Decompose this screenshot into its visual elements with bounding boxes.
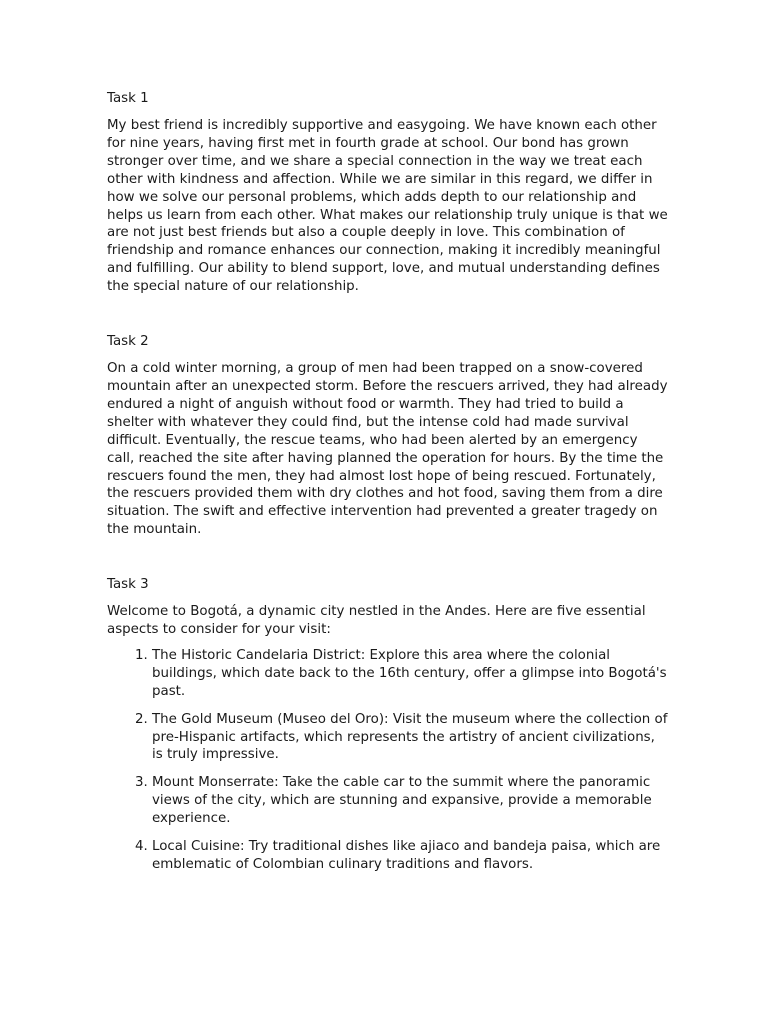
- task-2-section: [107, 332, 668, 539]
- task-1-heading: Task 1: [107, 91, 149, 106]
- list-item: 4. Local Cuisine: Try traditional dishes like ajiaco and bandeja paisa, which are emblematic of Colombian culinary traditions and flavors.: [152, 838, 668, 874]
- task-2-heading: Task 2: [107, 334, 149, 350]
- task-1-section: [107, 89, 668, 296]
- bogota-tips-list: [107, 647, 668, 874]
- task-2-paragraph: On a cold winter morning, a group of men had been trapped on a snow-covered mountain after an unexpected storm. Before the rescuers arrived, they had already endured a night of anguish without food or warmth. They had tried to build a shelter with whatever they could find, but the intense cold had made survival difficult. Eventually, the rescue teams, who had been alerted by an emergency call, reached the site after having planned the operation for hours. By the time the rescuers found the men, they had almost lost hope of being rescued. Fortunately, the rescuers provided them with dry clothes and hot food, saving them from a dire situation. The swift and effective intervention had prevented a greater tragedy on the mountain.: [107, 361, 668, 538]
- list-item: 1. The Historic Candelaria District: Explore this area where the colonial buildings, which date back to the 16th century, offer a glimpse into Bogotá's past.: [152, 647, 668, 701]
- list-item: 2. The Gold Museum (Museo del Oro): Visit the museum where the collection of pre-Hispanic artifacts, which represents the artistry of ancient civilizations, is truly impressive.: [152, 711, 668, 765]
- task-3-section: [107, 575, 668, 874]
- task-1-paragraph: My best friend is incredibly supportive and easygoing. We have known each other for nine years, having first met in fourth grade at school. Our bond has grown stronger over time, and we share a special connection in the way we treat each other with kindness and affection. While we are similar in this regard, we differ in how we solve our personal problems, which adds depth to our relationship and helps us learn from each other. What makes our relationship truly unique is that we are not just best friends but also a couple deeply in love. This combination of friendship and romance enhances our connection, making it incredibly meaningful and fulfilling. Our ability to blend support, love, and mutual understanding defines the special nature of our relationship.: [107, 118, 668, 295]
- task-3-intro: Welcome to Bogotá, a dynamic city nestled in the Andes. Here are five essential aspects to consider for your visit:: [107, 604, 646, 638]
- task-3-heading: Task 3: [107, 577, 149, 593]
- list-item: 3. Mount Monserrate: Take the cable car to the summit where the panoramic views of the city, which are stunning and expansive, provide a memorable experience.: [152, 774, 668, 828]
